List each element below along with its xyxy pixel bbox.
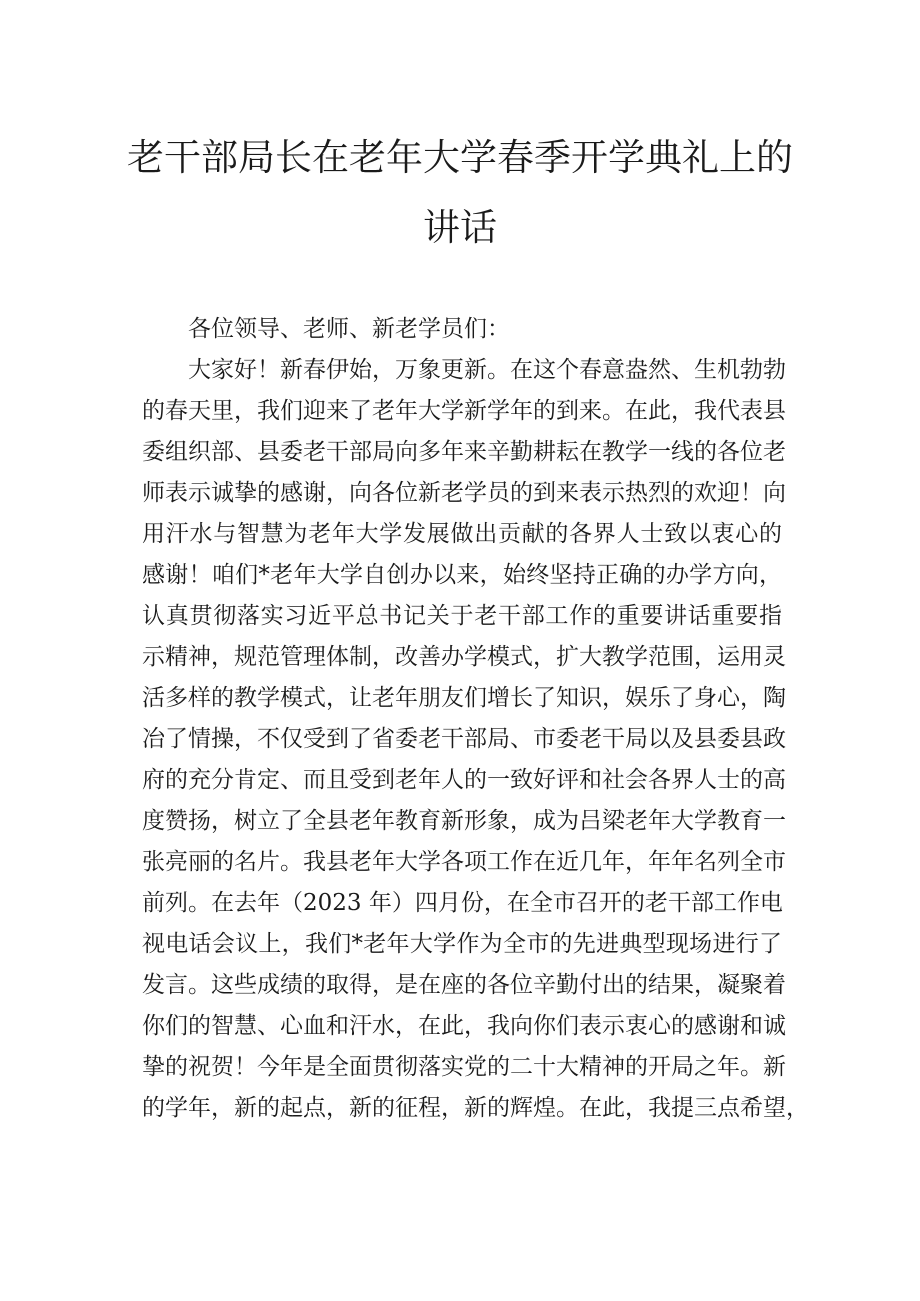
body-line-17: 你们的智慧、心血和汗水，在此，我向你们表示衷心的感谢和诚: [142, 1013, 786, 1039]
body-line-2: 的春天里，我们迎来了老年大学新学年的到来。在此，我代表县: [142, 398, 786, 424]
body-line-18: 挚的祝贺！今年是全面贯彻落实党的二十大精神的开局之年。新: [142, 1054, 786, 1080]
body-line-10: 冶了情操，不仅受到了省委老干部局、市委老干局以及县委县政: [142, 726, 786, 752]
body-line-5: 用汗水与智慧为老年大学发展做出贡献的各界人士致以衷心的: [142, 521, 782, 547]
body-line-19: 的学年，新的起点，新的征程，新的辉煌。在此，我提三点希望，: [142, 1095, 809, 1121]
body-line-16: 发言。这些成绩的取得，是在座的各位辛勤付出的结果，凝聚着: [142, 972, 786, 998]
salutation: 各位领导、老师、新老学员们：: [188, 316, 510, 342]
body-line-14: 前列。在去年（2023 年）四月份，在全市召开的老干部工作电: [142, 890, 783, 916]
body-line-15: 视电话会议上，我们*老年大学作为全市的先进典型现场进行了: [142, 931, 782, 957]
document-title-line-1: 老干部局长在老年大学春季开学典礼上的: [127, 136, 793, 179]
body-line-7: 认真贯彻落实习近平总书记关于老干部工作的重要讲话重要指: [142, 603, 782, 629]
body-line-3: 委组织部、县委老干部局向多年来辛勤耕耘在教学一线的各位老: [142, 439, 786, 465]
body-line-1: 大家好！新春伊始，万象更新。在这个春意盎然、生机勃勃: [188, 357, 786, 383]
body-line-11: 府的充分肯定、而且受到老年人的一致好评和社会各界人士的高: [142, 767, 786, 793]
body-line-6: 感谢！咱们*老年大学自创办以来，始终坚持正确的办学方向，: [142, 562, 782, 588]
body-line-4: 师表示诚挚的感谢，向各位新老学员的到来表示热烈的欢迎！向: [142, 480, 786, 506]
body-line-8: 示精神，规范管理体制，改善办学模式，扩大教学范围，运用灵: [142, 644, 786, 670]
body-line-13: 张亮丽的名片。我县老年大学各项工作在近几年，年年名列全市: [142, 849, 786, 875]
body-line-9: 活多样的教学模式，让老年朋友们增长了知识，娱乐了身心，陶: [142, 685, 786, 711]
body-line-12: 度赞扬，树立了全县老年教育新形象，成为吕梁老年大学教育一: [142, 808, 786, 834]
document-title-line-2: 讲话: [423, 206, 497, 249]
